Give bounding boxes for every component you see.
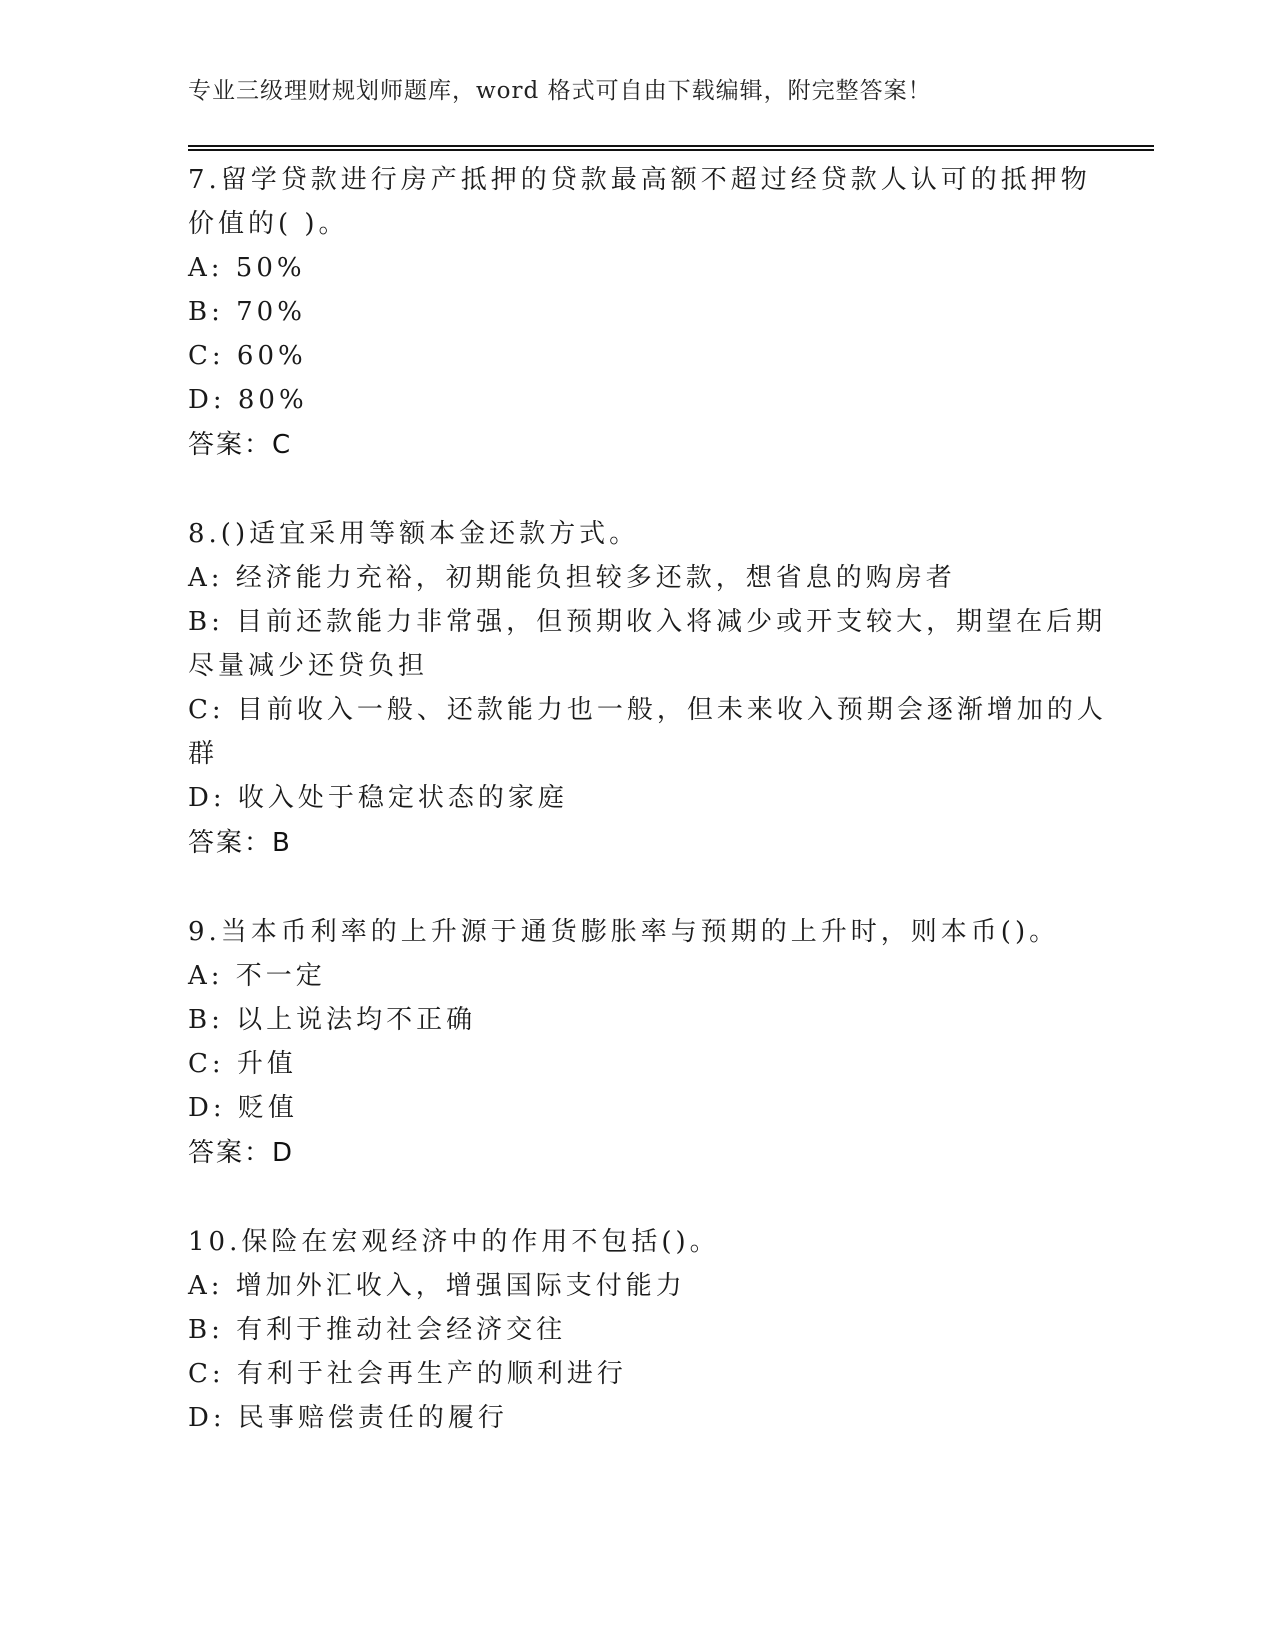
question-block — [188, 910, 1088, 1176]
header-double-rule — [188, 145, 1154, 151]
option-line: A: 不一定 — [188, 961, 326, 991]
option-line: A: 增加外汇收入，增强国际支付能力 — [188, 1271, 686, 1301]
option-line: C: 升值 — [188, 1049, 297, 1079]
answer-line: 答案：C — [188, 430, 293, 460]
question-list — [188, 158, 1107, 1440]
option-line: B: 有利于推动社会经济交往 — [188, 1315, 567, 1345]
option-line: D: 贬值 — [188, 1093, 298, 1123]
question-stem-line: 8.()适宜采用等额本金还款方式。 — [188, 519, 640, 549]
question-stem-line: 7.留学贷款进行房产抵押的贷款最高额不超过经贷款人认可的抵押物 — [188, 165, 1091, 195]
answer-line: 答案：D — [188, 1138, 295, 1168]
question-stem-line: 价值的( )。 — [188, 209, 349, 239]
header-note: 专业三级理财规划师题库，word 格式可自由下载编辑，附完整答案！ — [188, 78, 932, 104]
option-line: 群 — [188, 739, 219, 769]
answer-line: 答案：B — [188, 828, 292, 858]
option-line: D: 收入处于稳定状态的家庭 — [188, 783, 568, 813]
option-line: A: 50% — [188, 253, 306, 283]
option-line: C: 有利于社会再生产的顺利进行 — [188, 1359, 627, 1389]
option-line: B: 目前还款能力非常强，但预期收入将减少或开支较大，期望在后期 — [188, 607, 1107, 637]
question-stem-line: 9.当本币利率的上升源于通货膨胀率与预期的上升时，则本币()。 — [188, 917, 1060, 947]
option-line: A: 经济能力充裕，初期能负担较多还款，想省息的购房者 — [188, 563, 956, 593]
option-line: D: 80% — [188, 385, 308, 415]
option-line: C: 60% — [188, 341, 307, 371]
question-block — [188, 158, 1091, 468]
question-block — [188, 1220, 1088, 1440]
option-line: B: 70% — [188, 297, 306, 327]
question-stem-line: 10.保险在宏观经济中的作用不包括()。 — [188, 1227, 720, 1257]
option-line: 尽量减少还贷负担 — [188, 651, 429, 681]
option-line: B: 以上说法均不正确 — [188, 1005, 477, 1035]
question-block — [188, 512, 1107, 866]
option-line: D: 民事赔偿责任的履行 — [188, 1403, 508, 1433]
option-line: C: 目前收入一般、还款能力也一般，但未来收入预期会逐渐增加的人 — [188, 695, 1107, 725]
